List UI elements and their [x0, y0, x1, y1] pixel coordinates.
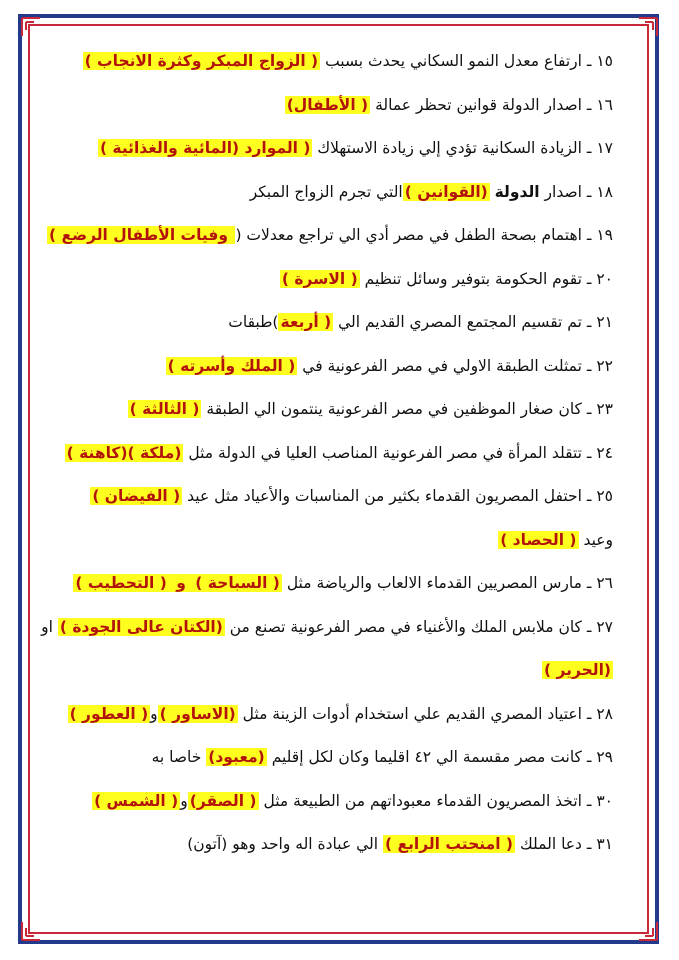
list-item	[49, 214, 613, 258]
list-item	[70, 736, 613, 780]
answer-highlight-2: ( الشمس )	[94, 791, 179, 810]
list-item	[70, 301, 613, 345]
item-text: ـ اتخذ المصريون القدماء معبوداتهم من الطبيعة مثل	[263, 791, 592, 810]
list-item	[70, 258, 613, 302]
answer-highlight: ( الزواج المبكر وكثرة الانجاب )	[84, 52, 319, 70]
item-text: ـ ارتفاع معدل النمو السكاني يحدث بسبب	[325, 52, 592, 70]
item-number: ٣٠	[596, 791, 613, 810]
list-item	[70, 171, 613, 215]
answer-highlight: (القوانين )	[404, 182, 488, 201]
item-number: ٢٤	[596, 443, 613, 462]
list-item	[70, 475, 613, 519]
item-text: ـ تتقلد المرأة في مصر الفرعونية المناصب العليا في الدولة مثل	[188, 443, 592, 462]
item-number: ٢٢	[596, 356, 613, 375]
item-text: ـ دعا الملك	[519, 835, 592, 853]
answer-highlight: (الكتان عالى الجودة )	[59, 617, 223, 636]
answer-highlight: ( الصقر)	[189, 791, 257, 810]
list-item	[70, 693, 613, 737]
item-text-after: التي تجرم الزواج المبكر	[249, 182, 403, 201]
answer-highlight: ( الحصاد )	[500, 530, 577, 549]
answer-highlight: ( الفيضان )	[92, 487, 181, 505]
item-text: ـ اصدار الدولة قوانين تحظر عمالة	[375, 95, 592, 114]
list-item	[70, 84, 613, 128]
item-text: ـ احتفل المصريون القدماء بكثير من المناسبات والأعياد مثل عيد	[187, 487, 592, 505]
corner-ornament-icon	[637, 16, 659, 38]
item-number: ٢٨	[596, 704, 613, 723]
list-item	[70, 388, 613, 432]
answer-highlight: (الاساور )	[159, 704, 236, 723]
item-number: ٢٣	[596, 400, 613, 418]
corner-ornament-icon	[20, 16, 42, 38]
answer-highlight: ( امنحتب الرابع )	[385, 835, 514, 853]
list-item	[70, 345, 613, 389]
answer-highlight: وفيات الأطفال الرضع )	[49, 226, 234, 244]
answer-connector: و	[150, 704, 158, 723]
item-text: ـ كانت مصر مقسمة الي ٤٢ اقليما وكان لكل إقليم	[271, 748, 592, 766]
list-item	[66, 432, 613, 476]
item-text-after: او	[41, 617, 58, 636]
item-number: ٢٧	[596, 617, 613, 636]
item-number: ٢٠	[596, 269, 613, 288]
item-text: ـ اعتياد المصري القديم علي استخدام أدوات الزينة مثل	[242, 704, 592, 723]
item-text-after: )طبقات	[228, 313, 279, 331]
answer-connector: و	[180, 791, 188, 810]
answer-highlight: (معبود)	[208, 748, 265, 766]
answer-highlight: ( الموارد (المائية والغذائية )	[99, 139, 311, 157]
item-text: ـ تقوم الحكومة بتوفير وسائل تنظيم	[364, 269, 592, 288]
answer-highlight: (الحرير )	[544, 661, 611, 679]
answer-highlight: (ملكة )(كاهنة )	[66, 443, 182, 462]
item-text: ـ كان صغار الموظفين في مصر الفرعونية ينتمون الي الطبقة	[206, 400, 592, 418]
item-text: ـ الزيادة السكانية تؤدي إلي زيادة الاستهلاك	[317, 139, 592, 157]
item-number: ١٨	[596, 182, 613, 201]
item-number: ٢١	[596, 313, 613, 331]
item-text: وعيد	[583, 530, 613, 549]
answer-highlight: ( الملك وأسرته )	[167, 356, 296, 375]
item-text: ـ تمثلت الطبقة الاولي في مصر الفرعونية في	[302, 356, 592, 375]
answer-highlight: ( الثالثة )	[129, 400, 200, 418]
corner-ornament-icon	[637, 920, 659, 942]
answer-highlight-2: ( العطور )	[69, 704, 149, 723]
item-number: ١٩	[596, 226, 613, 244]
list-item	[41, 606, 613, 650]
item-number: ٢٩	[596, 748, 613, 766]
list-item	[70, 780, 613, 824]
item-text-bold: الدولة	[494, 182, 540, 201]
item-text-after: الي عبادة اله واحد وهو (آتون)	[187, 835, 384, 853]
item-text: ـ تم تقسيم المجتمع المصري القديم الي	[338, 313, 592, 331]
item-number: ١٥	[596, 52, 613, 70]
list-item	[70, 562, 613, 606]
item-text-after: خاصا به	[151, 748, 207, 766]
item-number: ٢٥	[596, 487, 613, 505]
item-text: ـ اهتمام بصحة الطفل في مصر أدي الي تراجع معدلات (	[235, 226, 592, 244]
corner-ornament-icon	[20, 920, 42, 942]
answer-highlight-2: ( التحطيب )	[75, 574, 167, 592]
list-item-continuation	[70, 519, 613, 563]
item-number: ١٦	[596, 95, 613, 114]
question-list	[41, 40, 613, 867]
item-text: ـ مارس المصريين القدماء الالعاب والرياضة مثل	[286, 574, 592, 592]
item-text: ـ اصدار	[539, 182, 592, 201]
answer-highlight: ( السباحة )	[195, 574, 280, 592]
item-number: ٣١	[596, 835, 613, 853]
list-item	[70, 40, 613, 84]
list-item	[70, 127, 613, 171]
answer-connector: و	[170, 574, 192, 592]
list-item	[70, 823, 613, 867]
item-text: ـ كان ملابس الملك والأغنياء في مصر الفرعونية تصنع من	[229, 617, 592, 636]
list-item-continuation	[70, 649, 613, 693]
item-number: ١٧	[596, 139, 613, 157]
answer-highlight: ( أربعة	[280, 313, 332, 331]
answer-highlight: ( الاسرة )	[281, 269, 358, 288]
answer-highlight: ( الأطفال)	[286, 95, 369, 114]
item-number: ٢٦	[596, 574, 613, 592]
